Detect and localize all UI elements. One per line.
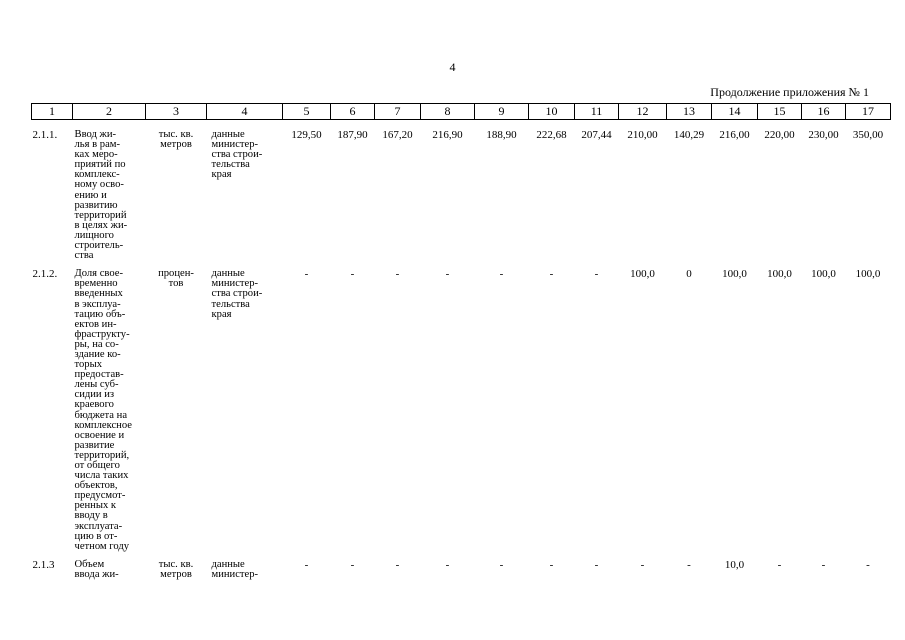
value-cell-text: 100,0 — [767, 268, 792, 281]
value-cell — [619, 261, 667, 552]
row-number — [32, 261, 73, 552]
table-header-row — [32, 104, 891, 120]
column-header: 12 — [619, 104, 667, 120]
value-cell — [619, 120, 667, 262]
value-cell — [846, 120, 891, 262]
value-cell — [667, 552, 712, 580]
table-body — [32, 120, 891, 581]
value-cell-text: 207,44 — [581, 129, 612, 141]
column-header: 11 — [575, 104, 619, 120]
table-row — [32, 120, 891, 262]
indicators-table — [31, 103, 891, 580]
unit-cell-text: процен- тов — [158, 268, 194, 290]
value-cell — [712, 120, 758, 262]
value-cell — [529, 120, 575, 262]
value-cell-text: 100,0 — [722, 268, 747, 281]
value-cell — [712, 552, 758, 580]
row-number — [32, 120, 73, 262]
value-cell-text: - — [821, 558, 826, 571]
value-cell — [331, 552, 375, 580]
value-cell — [421, 261, 475, 552]
value-cell — [758, 552, 802, 580]
value-cell-text: - — [350, 558, 355, 571]
value-cell-text: - — [445, 558, 450, 571]
indicator-name-text: Объем ввода жи- — [74, 558, 119, 580]
value-cell — [575, 552, 619, 580]
column-header: 6 — [331, 104, 375, 120]
value-cell — [758, 261, 802, 552]
value-cell-text: - — [499, 268, 504, 281]
source-cell — [207, 120, 283, 262]
indicator-name — [73, 261, 146, 552]
value-cell — [421, 120, 475, 262]
column-header: 5 — [283, 104, 331, 120]
value-cell-text: 350,00 — [852, 129, 884, 141]
value-cell-text: - — [594, 268, 599, 281]
value-cell-text: - — [594, 558, 599, 571]
row-number-text: 2.1.3 — [32, 558, 55, 571]
value-cell-text: - — [304, 558, 309, 571]
column-header: 16 — [802, 104, 846, 120]
value-cell-text: 222,68 — [536, 129, 567, 141]
value-cell — [475, 261, 529, 552]
value-cell-text: 10,0 — [724, 558, 745, 571]
unit-cell — [146, 120, 207, 262]
value-cell — [667, 261, 712, 552]
indicator-name — [73, 552, 146, 580]
column-header: 7 — [375, 104, 421, 120]
column-header: 4 — [207, 104, 283, 120]
source-cell — [207, 261, 283, 552]
value-cell-text: - — [395, 558, 400, 571]
value-cell — [375, 261, 421, 552]
row-number-text: 2.1.2. — [32, 268, 58, 281]
value-cell-text: 140,29 — [673, 129, 705, 141]
value-cell-text: 100,0 — [811, 268, 836, 281]
value-cell — [375, 120, 421, 262]
value-cell — [758, 120, 802, 262]
row-number-text: 2.1.1. — [32, 129, 58, 141]
value-cell — [421, 552, 475, 580]
value-cell — [846, 552, 891, 580]
value-cell-text: - — [549, 268, 554, 281]
value-cell-text: 216,90 — [432, 129, 463, 141]
indicator-name-text: Доля свое- временно введенных в эксплуа- тацию объ- ектов ин- фраструкту- ры, на со- здание ко- торых предостав- лены суб- сидии из краевого бюджета на комплексное освоение и развитие территорий, от общего числа таких объектов, предусмот- ренных к вводу в эксплуата- цию в от- четном году — [74, 268, 132, 552]
value-cell-text: - — [304, 268, 309, 281]
unit-cell — [146, 261, 207, 552]
value-cell-text: - — [549, 558, 554, 571]
value-cell-text: 230,00 — [808, 129, 839, 141]
continuation-label: Продолжение приложения № 1 — [710, 85, 869, 99]
value-cell-text: - — [640, 558, 645, 571]
column-header: 10 — [529, 104, 575, 120]
value-cell-text: 220,00 — [764, 129, 795, 141]
value-cell-text: 210,00 — [627, 129, 658, 141]
value-cell-text: - — [445, 268, 450, 281]
value-cell — [475, 120, 529, 262]
indicator-name — [73, 120, 146, 262]
unit-cell-text: тыс. кв. метров — [158, 558, 194, 580]
value-cell-text: 188,90 — [486, 129, 517, 141]
column-header: 17 — [846, 104, 891, 120]
value-cell — [575, 120, 619, 262]
column-header: 8 — [421, 104, 475, 120]
value-cell-text: - — [777, 558, 782, 571]
column-header: 9 — [475, 104, 529, 120]
indicator-name-text: Ввод жи- лья в рам- ках меро- приятий по комплекс- ному осво- ению и развитию территорий в целях жи- лищного строитель- ства — [74, 129, 128, 262]
table-row — [32, 552, 891, 580]
column-header: 13 — [667, 104, 712, 120]
column-header: 3 — [146, 104, 207, 120]
value-cell — [846, 261, 891, 552]
value-cell — [802, 552, 846, 580]
value-cell-text: - — [687, 558, 691, 571]
source-cell-text: данные министер- ства строи- тельства края — [211, 129, 263, 181]
value-cell — [331, 261, 375, 552]
value-cell-text: - — [395, 268, 400, 281]
value-cell-text: 216,00 — [719, 129, 750, 141]
value-cell — [712, 261, 758, 552]
row-number — [32, 552, 73, 580]
value-cell-text: 0 — [686, 268, 692, 281]
value-cell — [283, 120, 331, 262]
column-header: 2 — [73, 104, 146, 120]
value-cell — [529, 261, 575, 552]
value-cell-text: 167,20 — [382, 129, 413, 141]
value-cell — [802, 120, 846, 262]
value-cell — [283, 552, 331, 580]
value-cell — [575, 261, 619, 552]
page-number: 4 — [449, 60, 456, 74]
value-cell-text: - — [499, 558, 504, 571]
value-cell — [475, 552, 529, 580]
source-cell — [207, 552, 283, 580]
value-cell-text: 187,90 — [337, 129, 368, 141]
value-cell — [667, 120, 712, 262]
unit-cell-text: тыс. кв. метров — [158, 129, 194, 151]
value-cell-text: 129,50 — [291, 129, 322, 141]
value-cell — [331, 120, 375, 262]
value-cell-text: 100,0 — [855, 268, 881, 281]
source-cell-text: данные министер- ства строи- тельства края — [211, 268, 263, 320]
value-cell — [619, 552, 667, 580]
value-cell — [283, 261, 331, 552]
value-cell-text: - — [350, 268, 355, 281]
value-cell-text: - — [866, 558, 870, 571]
unit-cell — [146, 552, 207, 580]
source-cell-text: данные министер- — [211, 558, 259, 580]
value-cell-text: 100,0 — [630, 268, 655, 281]
value-cell — [375, 552, 421, 580]
column-header: 15 — [758, 104, 802, 120]
value-cell — [529, 552, 575, 580]
column-header: 14 — [712, 104, 758, 120]
value-cell — [802, 261, 846, 552]
table-row — [32, 261, 891, 552]
column-header: 1 — [32, 104, 73, 120]
